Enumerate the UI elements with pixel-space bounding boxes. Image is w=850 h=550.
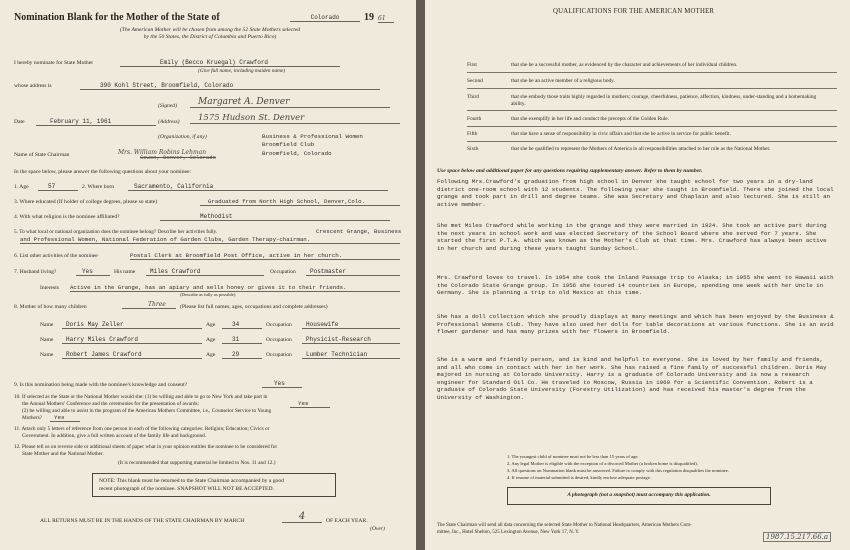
q9-label: 9. Is this nomination being made with the nominee's knowledge and consent?: [14, 382, 188, 388]
chairman-address-handwritten: 1575 Hudson St. Denver: [190, 113, 400, 124]
returns-day: 4: [282, 511, 322, 523]
chairman-label: Name of State Chairman: [14, 152, 70, 158]
child-age-label: Age: [206, 352, 216, 358]
address2-label: (Address): [158, 119, 180, 125]
returns-label: ALL RETURNS MUST BE IN THE HANDS OF THE STATE CHAIRMAN BY MARCH: [40, 518, 245, 524]
org-value-2: Broomfield Club: [262, 141, 315, 148]
child-occupation-label: Occupation: [266, 337, 292, 343]
child-name-label: Name: [40, 337, 54, 343]
subtitle-line-2: by the 50 States, the District of Columbia and Puerto Rico): [143, 34, 277, 40]
q5-label: 5. To what local or national organization does the nominee belong? Describe her activities fully.: [14, 229, 218, 235]
q10-line-1: 10. If selected as the State or the National Mother would she: (1) be willing and able to go to New York and take part in: [14, 394, 268, 400]
org-value-1: Business & Professional Women: [262, 133, 363, 140]
q12-line-2: State Mother and the National Mother.: [22, 451, 104, 457]
interests-note: (Describe as fully as possible): [180, 292, 236, 297]
q7-label: 7. Husband living?: [14, 269, 57, 275]
q1-age: 57: [38, 183, 78, 191]
date-value: February 11, 1961: [36, 118, 156, 126]
q10-line-4: Mothers?: [22, 415, 43, 421]
q8-children-count: Three: [122, 301, 176, 309]
footer-line-2: mittee, Inc., Hotel Shelton, 525 Lexington Avenue, New York 17, N. Y.: [437, 530, 580, 535]
child-name: Harry Miles Crawford: [62, 336, 202, 344]
narrative-paragraph: She met Miles Crawford while working in the grange and they were married in 1924. She took an active part during the next years in school work and was elected Secretary of the School Board where she served for 7 years. She started the first P.T.A. which was known as the Mother's Club at that time. Mrs. Crawford has always been active in her church and during these years taught Sunday School.: [437, 222, 827, 252]
rule-item: 1. The youngest child of nominee must not be less than 15 years of age.: [507, 454, 639, 459]
q10-value-1: Yes: [290, 400, 330, 408]
child-age-label: Age: [206, 337, 216, 343]
qual-label: Second: [467, 78, 483, 84]
q8-note: (Please list full names, ages, occupations and complete addresses): [180, 304, 328, 310]
year-suffix: 61: [378, 15, 394, 23]
full-names-note: (Give full name, including maiden name): [198, 68, 286, 74]
q2-birthplace: Sacramento, California: [128, 183, 388, 191]
child-occupation: Lumber Technician: [302, 351, 400, 359]
divider: [467, 88, 837, 89]
q4-religion: Methodist: [160, 213, 390, 221]
note-box: [92, 473, 336, 497]
qual-text: that she embody those traits highly regarded in mothers; courage, cheerfulness, patience, affection, kindness, under-standing and a homemaking ability.: [511, 94, 817, 107]
interests-value: Active in the Grange, has an apiary and sells honey or gives it to their friends.: [70, 284, 400, 292]
nomination-blank-page: [0, 0, 416, 550]
divider: [467, 126, 837, 127]
child-age-label: Age: [206, 322, 216, 328]
q3-education: Graduated from North High School, Denver,Colo.: [200, 198, 400, 206]
chairman-struck-address: Gowen, Denver, Colorado: [140, 154, 216, 161]
signature: Margaret A. Denver: [190, 97, 390, 108]
nominee-address: 390 Kohl Street, Broomfield, Colorado: [80, 82, 380, 90]
qual-label: Third: [467, 94, 479, 100]
narrative-paragraph: Mrs. Crawford loves to travel. In 1954 she took the Inland Passage trip to Alaska; in 1955 she went to Hawaii with the Colorado State Grange group. In 1956 she toured 14 countries in Europe, spending one week with her Uncle in Germany. She is planning a trip to old Mexico at this time.: [437, 274, 834, 297]
qual-label: First: [467, 62, 477, 68]
q12-line-1: 12. Please tell us on reverse side or additional sheets of paper what in your opinion entitles the nominee to be considered for: [14, 444, 278, 450]
qual-text: that she be a successful mother, as evidenced by the character and achievements of her individual children.: [511, 62, 738, 68]
husband-occupation: Postmaster: [306, 268, 400, 276]
qual-label: Sixth: [467, 146, 479, 152]
rule-item: 3. All questions on Nomination blank must be answered. Failure to comply with this regulation disqualifies the nominee.: [507, 468, 729, 473]
q6-label: 6. List other activities of the nominee: [14, 253, 98, 259]
narrative-paragraph: She is a warm and friendly person, and is kind and helpful to everyone. She is loved by her family and friends, and all who come in contact with her in her work. She has raised a fine family of successful children. Doris May majored in nursing at Colorado University. Harry is a graduate of Colorado University and is now a research engineer for Standard Oil Co. He traveled to Moscow, Russia in 1960 for a Scientific Convention. Robert is a graduate of Colorado State University (Forestry Utilization) and has received his master's degree from the University of Washington.: [437, 356, 827, 401]
divider: [467, 72, 837, 73]
child-occupation-label: Occupation: [266, 352, 292, 358]
over-label: (Over): [370, 526, 385, 532]
qual-text: that she be qualified to represent the Mothers of America in all responsibilities attached to her role as the National Mother.: [511, 146, 771, 152]
accession-number: 1987.15.217.66.a: [763, 532, 831, 542]
q5-value-1: Crescent Grange, Business: [316, 228, 402, 235]
q11-line-2: Government. In addition, give a full written account of the family life and background.: [22, 433, 207, 439]
qualifications-page: [425, 0, 850, 550]
q7-husband-living: Yes: [76, 268, 110, 276]
address-label: whose address is: [14, 83, 52, 89]
qual-text: that she exemplify in her life and conduct the precepts of the Golden Rule.: [511, 116, 669, 122]
q6-activities: Postal Clerk at Broomfield Post Office, active in her church.: [130, 252, 400, 260]
footer-line-1: The State Chairman will send all data concerning the selected State Mother to National Headquarters, American Mothers Com-: [437, 523, 692, 528]
q10-value-2: Yes: [50, 414, 80, 422]
q10-line-2: the Annual Mothers' Conference and the ceremonies for the presentation of awards:: [22, 401, 200, 407]
q1-label: 1. Age: [14, 184, 29, 190]
recommended-note: (It is recommended that supporting material be limited to Nos. 11 and 12.): [118, 460, 276, 466]
chairman-city: Broomfield, Colorado: [262, 150, 332, 157]
divider: [467, 110, 837, 111]
form-title: Nomination Blank for the Mother of the State of: [14, 12, 220, 23]
qual-label: Fourth: [467, 116, 482, 122]
qual-text: that she have a sense of responsibility in civic affairs and that she be active in service for public benefit.: [511, 131, 731, 137]
nominate-label: I hereby nominate for State Mother: [14, 60, 94, 66]
child-age: 34: [222, 321, 262, 329]
divider: [467, 141, 837, 142]
rule-item: 2. Any legal Mother is eligible with the exception of a divorced Mother (a broken home is disqualified).: [507, 461, 698, 466]
husband-name: Miles Crawford: [146, 268, 264, 276]
child-occupation: Physicist-Research: [302, 336, 400, 344]
year-prefix: 19: [364, 12, 374, 23]
qualifications-heading: QUALIFICATIONS FOR THE AMERICAN MOTHER: [553, 8, 715, 15]
photo-notice-box: [507, 487, 771, 505]
child-occupation-label: Occupation: [266, 322, 292, 328]
photo-notice: A photograph (not a snapshot) must accompany this application.: [567, 492, 711, 498]
subtitle-line-1: (The American Mother will be chosen from among the 52 State Mothers selected: [119, 27, 301, 33]
husband-occupation-label: Occupation: [270, 269, 296, 275]
child-age: 29: [222, 351, 262, 359]
interests-label: Interests: [40, 285, 59, 291]
q9-consent: Yes: [262, 380, 302, 388]
q5-value-2: and Professional Women, National Federation of Garden Clubs, Garden Therapy-chairman.: [20, 236, 400, 244]
returns-suffix: OF EACH YEAR.: [326, 518, 368, 524]
q3-label: 3. Where educated (If holder of college degrees, please so state): [14, 199, 158, 205]
his-name-label: His name: [114, 269, 136, 275]
q11-line-1: 11. Attach only 5 letters of reference from one person in each of the following categories: Religion; Education; Civics or: [14, 426, 270, 432]
rule-item: 4. If resume of material submitted is desired, kindly enclose adequate postage.: [507, 475, 651, 480]
signed-label: (Signed): [158, 103, 177, 109]
note-line-2: recent photograph of the nominee. SNAPSHOT WILL NOT BE ACCEPTED.: [99, 486, 274, 492]
child-name-label: Name: [40, 352, 54, 358]
child-name: Robert James Crawford: [62, 351, 202, 359]
org-label: (Organization, if any): [158, 134, 207, 140]
child-name: Doris May Zeller: [62, 321, 202, 329]
chairman-name: Mrs. William Robins Lehman: [118, 149, 207, 156]
q2-label: 2. Where born: [82, 184, 115, 190]
q4-label: 4. With what religion is the nominee affiliated?: [14, 214, 120, 220]
q10-line-3: (2) be willing and able to assist in the program of the American Mothers Committee, i.e., Counselor Service to Young: [22, 408, 272, 414]
child-age: 31: [222, 336, 262, 344]
child-occupation: Housewife: [302, 321, 400, 329]
narrative-paragraph: She has a doll collection which she proudly displays at many meetings and which has been enjoyed by the Business & Professional Womens Club. They have also used her dolls for table decorations at various functions. She is an avid flower gardener and has many prizes with her flowers in Broomfield.: [437, 313, 834, 336]
narrative-paragraph: Following Mrs.Crawford's graduation from high school in Denver she taught school for two years in a dry-land district one-room school with 12 students. The following year she taught in Broomfield. There she joined the local grange and took part in drill and degree teams. She was Secretary and Chaplain and also lectured. She is still an active member.: [437, 178, 834, 208]
date-label: Date: [14, 119, 25, 125]
q8-label: 8. Mother of how many children: [14, 304, 87, 310]
qual-label: Fifth: [467, 131, 478, 137]
note-line-1: NOTE: This blank must be returned to the State Chairman accompanied by a good: [99, 478, 284, 484]
state-value: Colorado: [290, 14, 360, 22]
nominee-name: Emily (Becco Kruegal) Crawford: [120, 59, 340, 67]
intro-text: In the space below, please answer the following questions about your nominee:: [14, 169, 192, 175]
child-name-label: Name: [40, 322, 54, 328]
qual-text: that she be an active member of a religious body.: [511, 78, 615, 84]
space-note: Use space below and additional paper for any questions requiring supplementary answer. Refer to them by number.: [437, 168, 703, 174]
